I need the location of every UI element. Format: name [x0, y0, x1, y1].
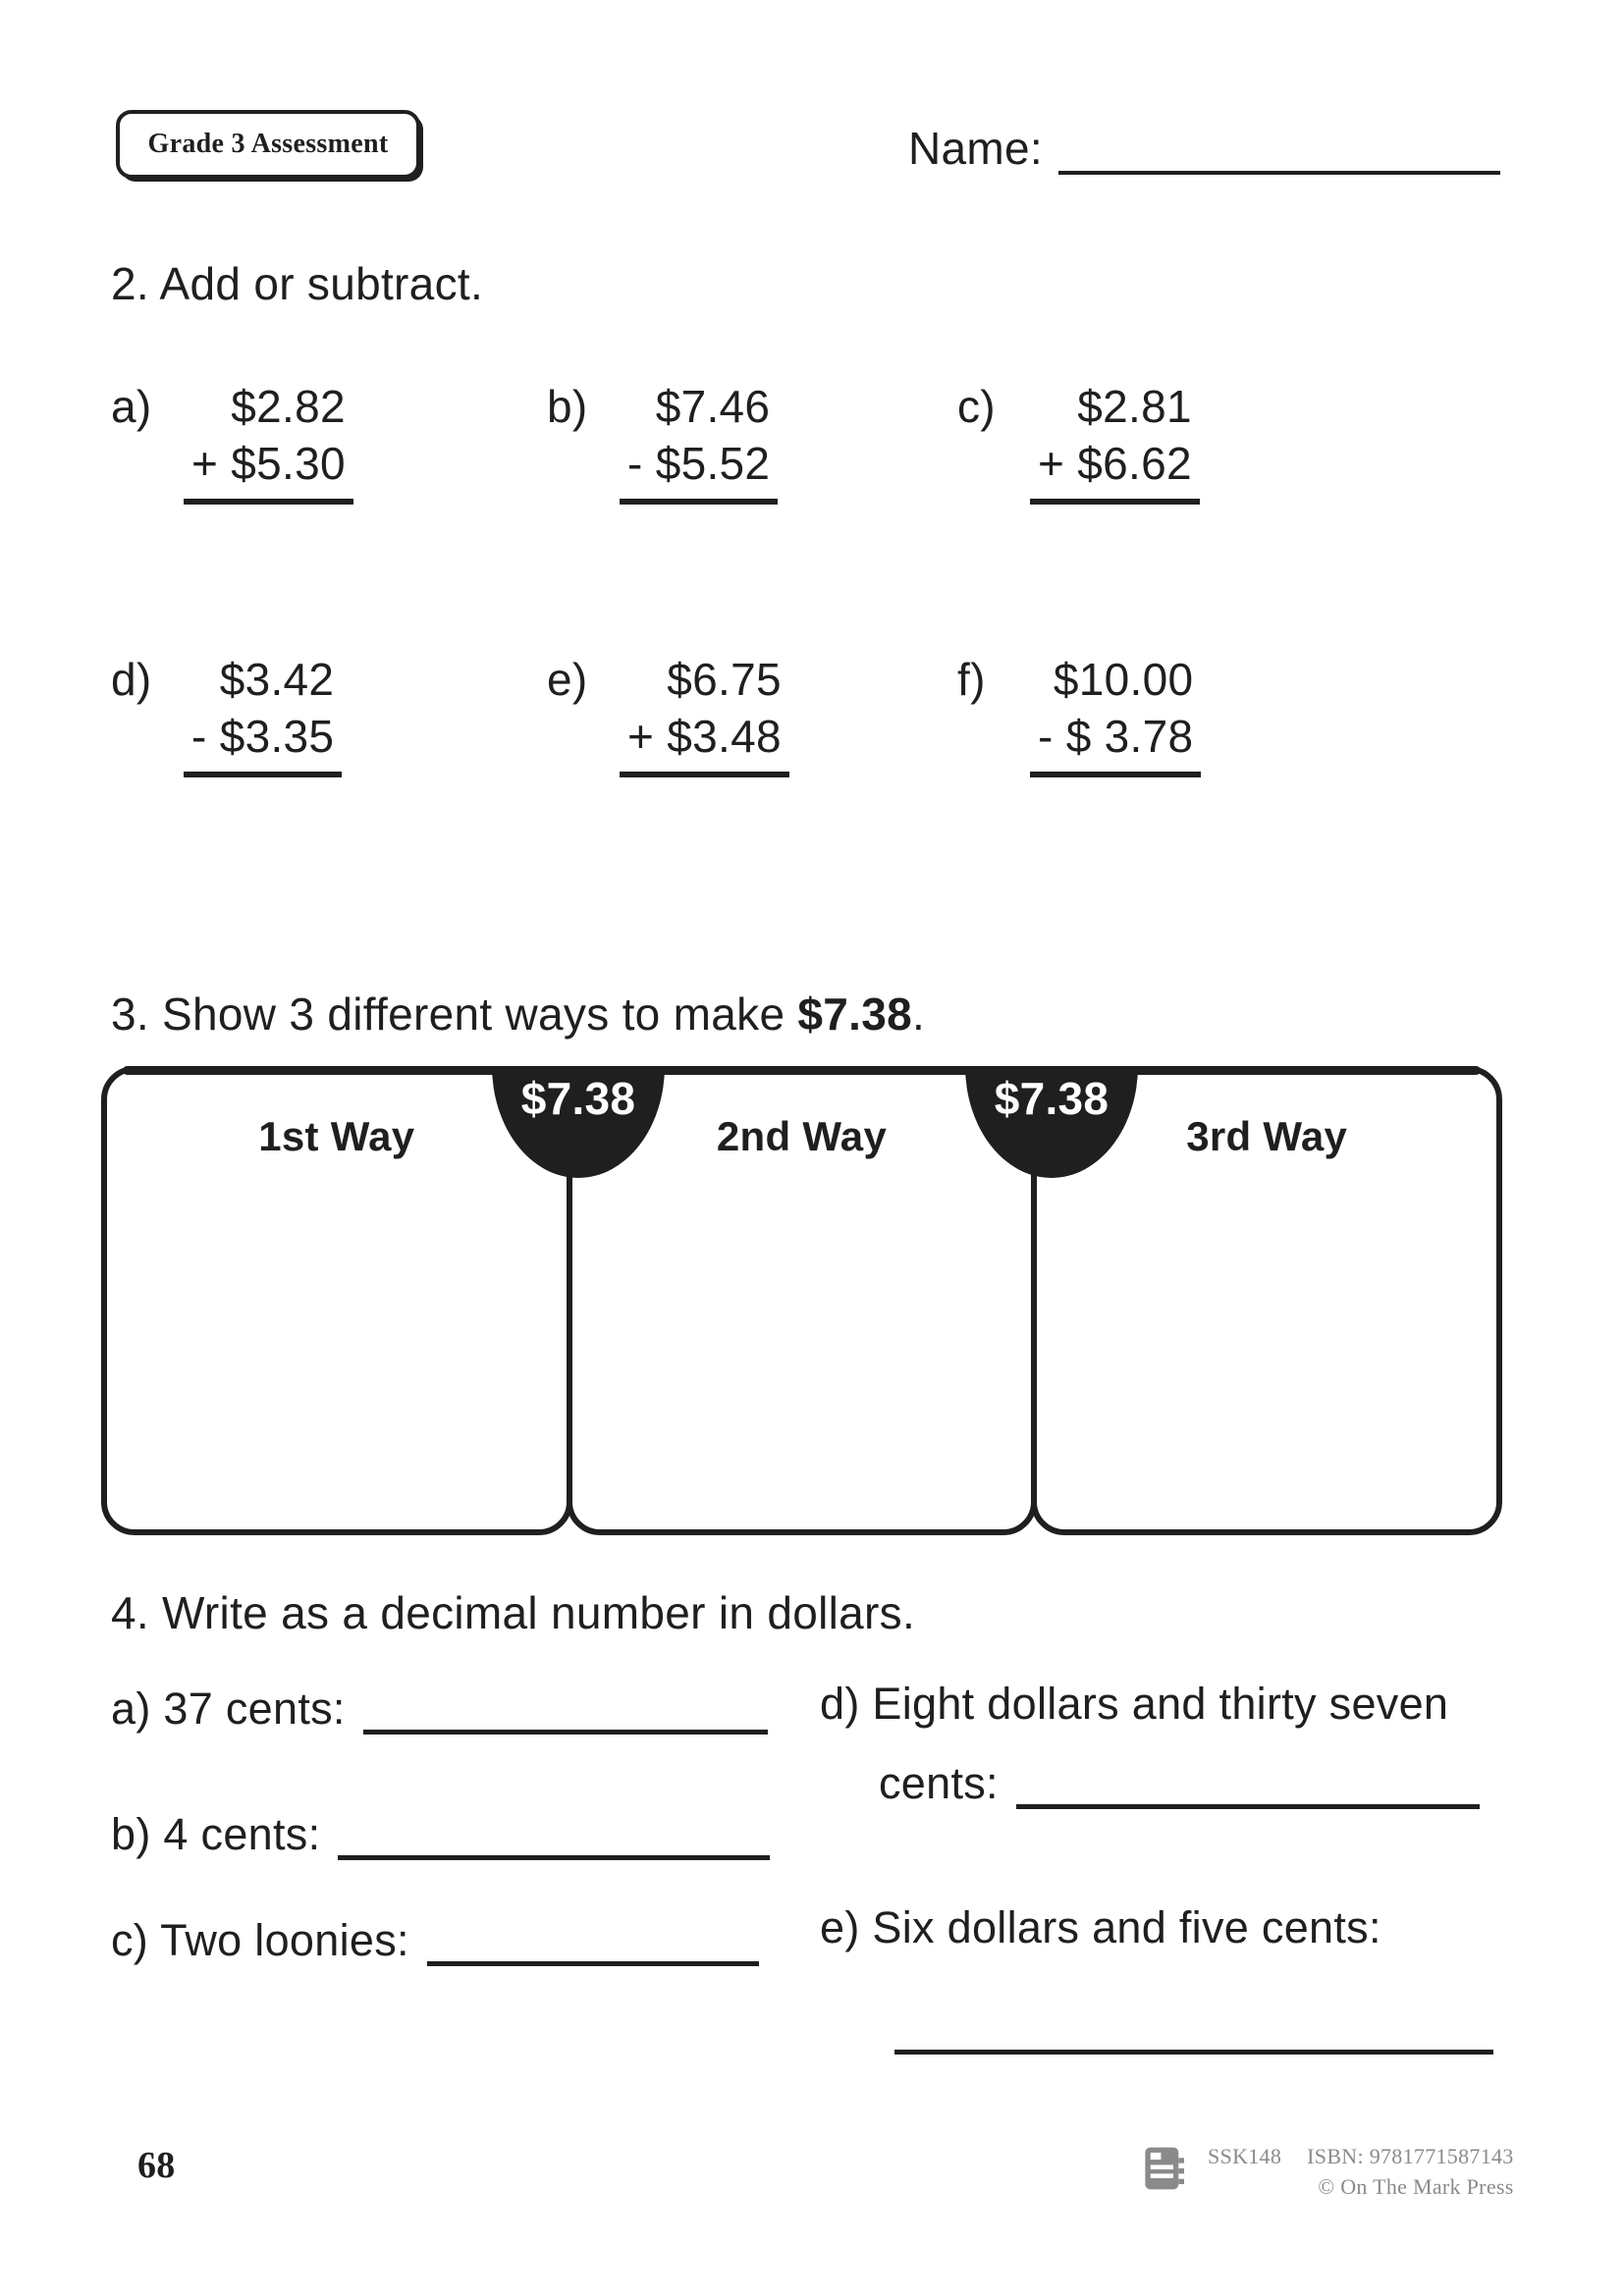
name-label: Name: [908, 123, 1043, 174]
grade-badge-label: Grade 3 Assessment [147, 129, 389, 159]
money-problem-a [111, 379, 353, 505]
way-panel-1[interactable] [101, 1066, 572, 1535]
answer-blank-b[interactable] [338, 1806, 770, 1860]
problem-label: b) [547, 381, 588, 432]
ways-top-border [123, 1066, 1481, 1075]
answer-blank-c[interactable] [427, 1912, 759, 1966]
problem-top-value: $10.00 [1053, 654, 1194, 705]
q4-item-b [111, 1806, 770, 1860]
money-problem-c [957, 379, 1200, 505]
copyright: © On The Mark Press [1318, 2174, 1514, 2199]
q3-title [111, 988, 925, 1041]
q4-e-label: e) Six dollars and five cents: [820, 1902, 1381, 1952]
name-blank[interactable] [1058, 120, 1500, 175]
way-label-1: 1st Way [258, 1113, 415, 1159]
amount-badge-value: $7.38 [520, 1073, 636, 1124]
problem-bottom-value: + $5.30 [184, 434, 353, 505]
problem-top-value: $2.82 [231, 381, 346, 432]
q4-d-label-line1: d) Eight dollars and thirty seven [820, 1679, 1449, 1729]
product-code: SSK148 [1208, 2144, 1282, 2168]
answer-blank-a[interactable] [363, 1681, 768, 1735]
problem-bottom-value: + $6.62 [1030, 434, 1200, 505]
name-row [908, 120, 1500, 175]
problem-top-value: $2.81 [1077, 381, 1192, 432]
page-number: 68 [137, 2145, 176, 2186]
way-panels [101, 1066, 1502, 1535]
q4-item-c [111, 1912, 759, 1966]
q3-title-prefix: 3. Show 3 different ways to make [111, 988, 798, 1040]
q2-title: 2. Add or subtract. [111, 258, 484, 309]
ways-box [101, 1066, 1502, 1535]
problem-bottom-value: - $3.35 [184, 707, 342, 777]
problem-bottom-value: - $ 3.78 [1030, 707, 1201, 777]
problem-top-value: $7.46 [655, 381, 771, 432]
q4-d-label-line2: cents: [879, 1758, 999, 1808]
money-problem-d [111, 652, 342, 777]
q4-b-label: b) 4 cents: [111, 1809, 321, 1859]
footer-publisher-block [1143, 2144, 1514, 2200]
q3-title-amount: $7.38 [797, 988, 913, 1040]
q4-title: 4. Write as a decimal number in dollars. [111, 1587, 916, 1638]
q4-item-e [820, 1902, 1493, 2055]
way-label-2: 2nd Way [716, 1113, 888, 1159]
q4-a-label: a) 37 cents: [111, 1683, 346, 1734]
problem-label: a) [111, 381, 152, 432]
money-problem-f [957, 652, 1201, 777]
problem-label: d) [111, 654, 152, 705]
q4-item-a [111, 1681, 768, 1735]
money-problem-b [547, 379, 778, 505]
answer-blank-e[interactable] [894, 2001, 1493, 2055]
problem-label: c) [957, 381, 996, 432]
q4-item-d [820, 1679, 1480, 1809]
money-problem-e [547, 652, 789, 777]
amount-badge-value: $7.38 [994, 1073, 1110, 1124]
grade-badge [116, 110, 420, 179]
problem-label: e) [547, 654, 588, 705]
problem-label: f) [957, 654, 986, 705]
q3-title-suffix: . [912, 988, 926, 1040]
problem-bottom-value: - $5.52 [620, 434, 778, 505]
problem-top-value: $6.75 [667, 654, 782, 705]
way-label-3: 3rd Way [1186, 1113, 1348, 1159]
problem-bottom-value: + $3.48 [620, 707, 789, 777]
isbn: ISBN: 9781771587143 [1307, 2144, 1514, 2168]
problem-top-value: $3.42 [219, 654, 335, 705]
answer-blank-d[interactable] [1016, 1755, 1480, 1809]
book-icon [1143, 2144, 1186, 2199]
q4-c-label: c) Two loonies: [111, 1915, 409, 1965]
